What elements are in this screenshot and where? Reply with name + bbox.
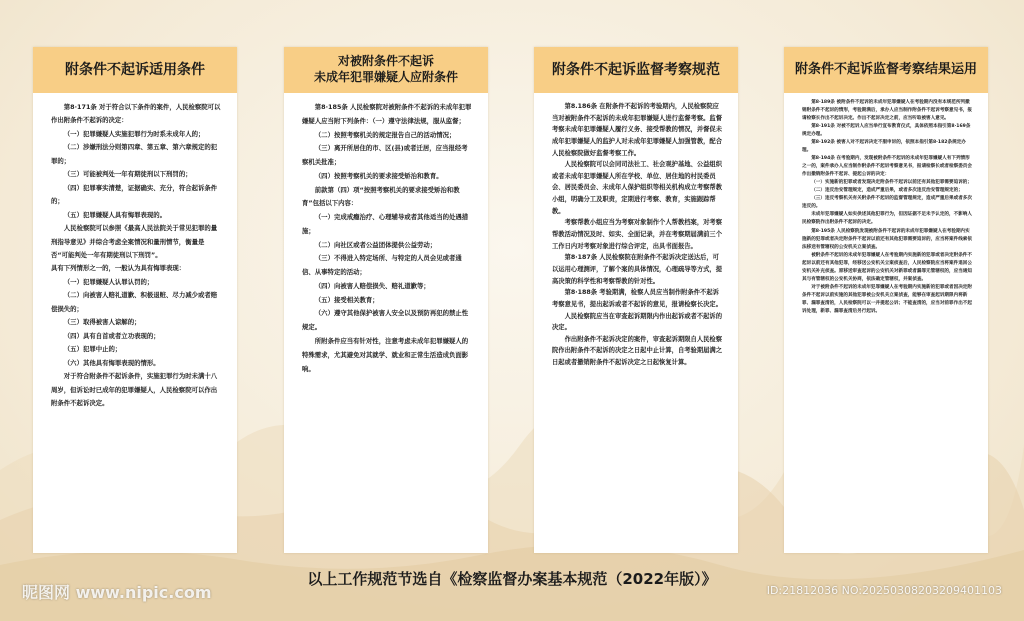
panel-title-line2: 未成年犯罪嫌疑人应附条件 <box>313 70 458 84</box>
clause-text: 具有下列情形之一的，一般认为具有悔罪表现： <box>51 264 186 273</box>
panel-supervision-norms <box>534 47 738 553</box>
clause-text: 人民检察院可以参照《最高人民法院关于常见犯罪的量刑指导意见》并综合考虑全案情况和量刑情节，衡量是否“可能判处一年有期徒刑以下刑罚”。 <box>51 224 218 259</box>
clause-item: （三）离开所居住的市、区(县)或者迁居，应当报经考察机关批准； <box>302 144 468 167</box>
clause-item: （一）犯罪嫌疑人认罪认罚的； <box>63 277 154 286</box>
watermark-logo: 昵图网 www.nipic.com <box>22 583 212 602</box>
clause-text: 人民检察院应当在审查起诉期限内作出起诉或者不起诉的决定。 <box>552 312 722 332</box>
clause-item: （一）犯罪嫌疑人实施犯罪行为时系未成年人的； <box>63 129 205 138</box>
clause-item: （三）不得进入特定场所、与特定的人员会见或者通信、从事特定的活动； <box>302 254 462 277</box>
clause-text: 第8·191条 对被不起诉人应当举行宣布教育仪式，具体依照本指引第8·169条规定办理。 <box>802 124 971 138</box>
panel-title: 附条件不起诉监督考察规范 <box>552 61 720 78</box>
clause-text: 人民检察院可以会同司法社工、社会观护基地、公益组织或者未成年犯罪嫌疑人所在学校、单位、居住地的村民委员会、居民委员会、未成年人保护组织等相关机构成立考察帮教小组，明确分工及职责，定期进行考察、教育，实施跟踪帮教。 <box>552 161 722 215</box>
panel-results-application <box>784 47 988 553</box>
panel-body <box>51 101 221 547</box>
panel-applicable-conditions <box>33 47 237 553</box>
panel-title-line1: 对被附条件不起诉 <box>337 54 434 69</box>
clause-text: 第8·189条 被附条件不起诉的未成年犯罪嫌疑人在考验期内没有本规范所列撤销附条件不起诉的情形，考验期满后，承办人应当制作附条件不起诉考察意见书，报请检察长作出不起诉决定。作出不起诉决定之前，应当听取被害人意见。 <box>802 100 972 122</box>
clause-item: （三）取得被害人谅解的； <box>63 318 141 327</box>
clause-item: （六）遵守其他保护被害人安全以及预防再犯的禁止性规定。 <box>302 309 469 332</box>
panel-header <box>33 47 237 93</box>
clause-item: （四）按照考察机关的要求接受矫治和教育。 <box>314 171 443 180</box>
clause-text: 第8·188条 考验期满，检察人员应当制作附条件不起诉考察意见书，提出起诉或者不起诉的意见，报请检察长决定。 <box>552 289 722 308</box>
panel-body <box>552 101 722 547</box>
clause-item: （五）犯罪嫌疑人具有悔罪表现的。 <box>63 210 167 219</box>
source-footnote: 以上工作规范节选自《检察监督办案基本规范（2022年版）》 <box>307 570 717 588</box>
clause-item: （二）向社区或者公益团体提供公益劳动； <box>314 240 437 249</box>
clause-text: 所附条件应当有针对性，注意考虑未成年犯罪嫌疑人的特殊需求，尤其避免对其就学、就业和正常生活造成负面影响。 <box>302 337 469 373</box>
clause-item: （三）违反考察机关有关附条件不起诉的监督管理规定，造成严重后果或者多次违反的。 <box>802 196 972 210</box>
clause-text: 对于符合附条件不起诉条件，实施犯罪行为时未满十八周岁，但诉讼时已成年的犯罪嫌疑人，人民检察院可以作出附条件不起诉决定。 <box>51 372 218 407</box>
clause-text: 第8·187条 人民检察院在附条件不起诉决定送达后，可以运用心理测评，了解个案的具体情况，心理疏导等方式，提高决策的科学性和考察帮教的针对性。 <box>552 254 722 285</box>
clause-text: 被附条件不起诉的未成年犯罪嫌疑人在考验期内实施新的犯罪或者决定附条件不起诉以前还有其他犯罪，经移送公安机关立案侦查后，人民检察院应当将案件退回公安机关补充侦查。原移送审查起诉的公安机关对新罪或者漏罪无管辖权的，应当通知其与有管辖权的公安机关协商，依法确定管辖权，并案侦查。 <box>802 252 972 282</box>
watermark-id: ID:21812036 NO:20250308203209401103 <box>766 584 1002 597</box>
panel-header <box>784 47 988 93</box>
clause-text: 未成年犯罪嫌疑人如实供述其他犯罪行为，但因证据不足未予认定的，不影响人民检察院作出附条件不起诉的决定。 <box>802 212 972 226</box>
clause-text: 前款第（四）项“按照考察机关的要求接受矫治和教育”包括以下内容： <box>302 185 460 208</box>
clause-text: 考察帮教小组应当为考察对象制作个人帮教档案，对考察帮教活动情况及时、如实、全面记录，并在考察期届满前三个工作日内对考察对象进行综合评定，出具书面报告。 <box>552 219 722 250</box>
panel-header <box>534 47 738 93</box>
clause-item: （二）违反治安管理规定，造成严重后果，或者多次违反治安管理规定的； <box>811 188 963 194</box>
clause-item: （四）犯罪事实清楚，证据确实、充分，符合起诉条件的； <box>51 183 218 206</box>
clause-item: （四）具有自首或者立功表现的； <box>63 331 160 340</box>
clause-item: （五）犯罪中止的； <box>63 345 122 354</box>
panel-attached-conditions <box>284 47 488 553</box>
panel-body <box>302 101 472 547</box>
panel-body <box>802 99 972 547</box>
clause-item: （三）可能被判处一年有期徒刑以下刑罚的； <box>63 170 192 179</box>
panel-title: 附条件不起诉监督考察结果运用 <box>794 61 977 77</box>
clause-text: 第8·195条 人民检察院发现被附条件不起诉的未成年犯罪嫌疑人在考验期内实施新的犯罪或者决定附条件不起诉以前还有其他犯罪需要追诉的，应当将案件线索依法移送有管辖权的公安机关立案侦查。 <box>802 228 972 250</box>
clause-text: 对于被附条件不起诉的未成年犯罪嫌疑人在考验期内实施新的犯罪或者因决定附条件不起诉以前实施的其他犯罪被公安机关立案侦查，能够在审查起诉期限内将新罪、漏罪查清的，人民检察院可以一并提起公诉；不能查清的，应当对前罪作出不起诉处理，新罪、漏罪查清后另行起诉。 <box>802 284 972 314</box>
panel-title: 附条件不起诉适用条件 <box>65 61 205 78</box>
clause-text: 第8·192条 被害人对不起诉决定不服申诉的，依照本指引第8·182条规定办理。 <box>802 140 966 154</box>
clause-item: （二）按照考察机关的规定报告自己的活动情况； <box>314 130 456 139</box>
clause-item: （六）其他具有悔罪表现的情形。 <box>63 358 160 367</box>
panel-header <box>284 47 488 93</box>
clause-item: （四）向被害人赔偿损失、赔礼道歉等； <box>314 281 430 290</box>
clause-item: （二）向被害人赔礼道歉、积极退赃、尽力减少或者赔偿损失的； <box>51 291 218 313</box>
clause-text: 第8.186条 在附条件不起诉的考验期内，人民检察院应当对被附条件不起诉的未成年犯罪嫌疑人进行监督考察。监督考察未成年犯罪嫌疑人履行义务、接受帮教的情况，并督促未成年犯罪嫌疑人的监护人对未成年犯罪嫌疑人加强管教，配合人民检察院做好监督考察工作。 <box>552 103 722 157</box>
clause-text: 第8·185条 人民检察院对被附条件不起诉的未成年犯罪嫌疑人应当附下列条件：（一）遵守法律法规，服从监督； <box>302 103 472 125</box>
clause-item: （一）实施新的犯罪或者发现决定附条件不起诉以前还有其他犯罪需要追诉的； <box>811 180 972 186</box>
clause-text: 第8·171条 对于符合以下条件的案件，人民检察院可以作出附条件不起诉的决定： <box>51 103 221 125</box>
clause-text: 第8·194条 在考验期内，发现被附条件不起诉的未成年犯罪嫌疑人有下列情形之一的，案件承办人应当制作附条件不起诉考察意见书，报请检察长或者检察委员会作出撤销附条件不起诉、提起公诉的决定： <box>802 156 972 178</box>
clause-item: （一）完成戒瘾治疗、心理辅导或者其他适当的处遇措施； <box>302 213 469 235</box>
clause-item: （二）涉嫌刑法分则第四章、第五章、第六章规定的犯罪的； <box>51 143 218 165</box>
clause-text: 作出附条件不起诉决定的案件，审查起诉期限自人民检察院作出附条件不起诉的决定之日起中止计算，自考验期届满之日起或者撤销附条件不起诉决定之日起恢复计算。 <box>552 335 722 367</box>
clause-item: （五）接受相关教育； <box>314 295 379 304</box>
